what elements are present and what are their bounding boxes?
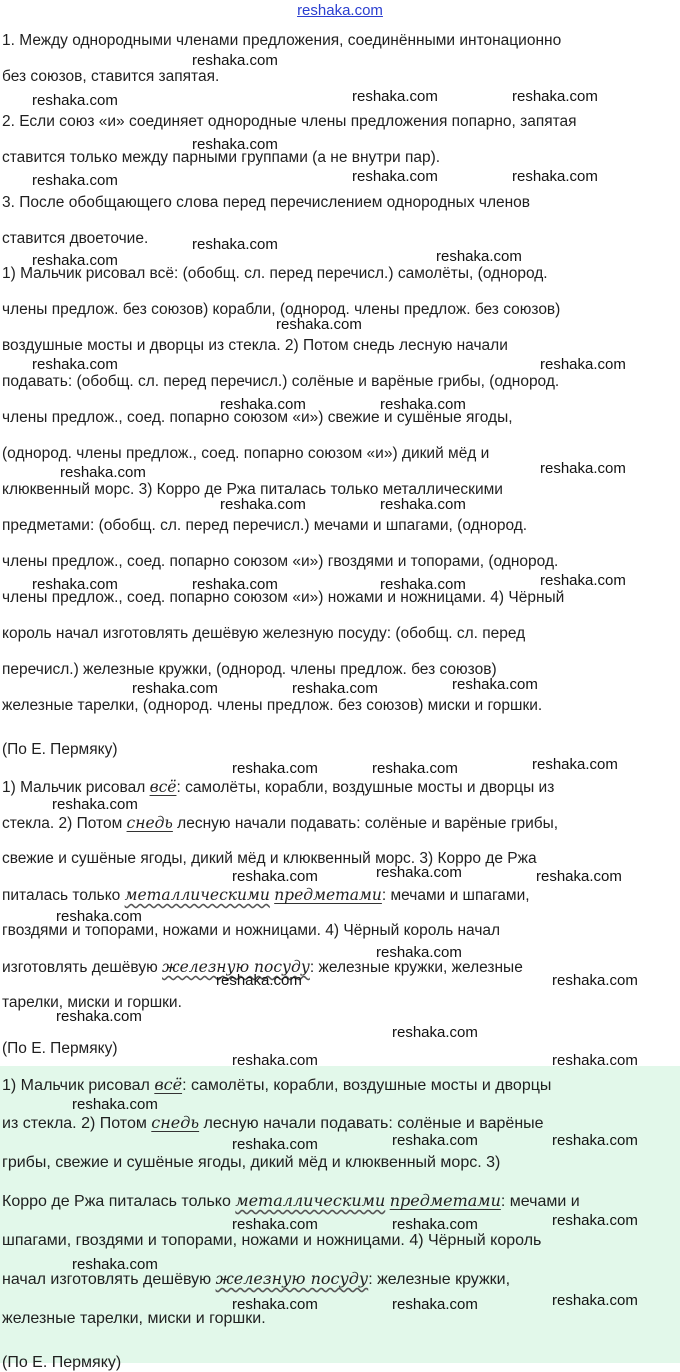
- watermark: reshaka.com: [436, 248, 522, 265]
- watermark: reshaka.com: [192, 136, 278, 153]
- analysis-line: клюквенный морс. 3) Корро де Ржа питалась только металлическими: [2, 481, 503, 498]
- text3-line: грибы, свежие и сушёные ягоды, дикий мёд и клюквенный морс. 3): [2, 1154, 501, 1171]
- watermark: reshaka.com: [392, 1296, 478, 1313]
- watermark: reshaka.com: [32, 356, 118, 373]
- author-attribution: (По Е. Пермяку): [2, 1040, 118, 1057]
- rule-3-line-1: 3. После обобщающего слова перед перечислением однородных членов: [2, 194, 531, 211]
- watermark: reshaka.com: [552, 1052, 638, 1069]
- analysis-line: члены предлож., соед. попарно союзом «и») гвоздями и топорами, (однород.: [2, 553, 559, 570]
- watermark: reshaka.com: [192, 576, 278, 593]
- text2-line: стекла. 2) Потом снедь лесную начали подавать: солёные и варёные грибы,: [2, 814, 559, 832]
- analysis-line: подавать: (обобщ. сл. перед перечисл.) солёные и варёные грибы, (однород.: [2, 373, 560, 390]
- watermark: reshaka.com: [56, 1008, 142, 1025]
- text2-line: изготовлять дешёвую железную посуду: железные кружки, железные: [2, 958, 523, 976]
- author-attribution: (По Е. Пермяку): [2, 741, 118, 758]
- watermark: reshaka.com: [380, 396, 466, 413]
- author-attribution: (По Е. Пермяку): [2, 1354, 122, 1371]
- watermark: reshaka.com: [540, 460, 626, 477]
- analysis-line: предметами: (обобщ. сл. перед перечисл.) мечами и шпагами, (однород.: [2, 517, 528, 534]
- watermark: reshaka.com: [32, 252, 118, 269]
- watermark: reshaka.com: [216, 972, 302, 989]
- generalizing-word: снедь: [126, 814, 173, 832]
- analysis-line: железные тарелки, (однород. члены предлож. без союзов) миски и горшки.: [2, 697, 543, 714]
- text3-line: начал изготовлять дешёвую железную посуду: железные кружки,: [2, 1269, 511, 1288]
- analysis-line: (однород. члены предлож., соед. попарно союзом «и») дикий мёд и: [2, 445, 490, 462]
- watermark: reshaka.com: [552, 972, 638, 989]
- watermark: reshaka.com: [292, 680, 378, 697]
- watermark: reshaka.com: [512, 88, 598, 105]
- text2-line: тарелки, миски и горшки.: [2, 994, 182, 1011]
- watermark: reshaka.com: [376, 944, 462, 961]
- rule-1-line-2: без союзов, ставится запятая.: [2, 68, 220, 85]
- text2-line: свежие и сушёные ягоды, дикий мёд и клюквенный морс. 3) Корро де Ржа: [2, 850, 537, 867]
- site-link[interactable]: reshaka.com: [297, 2, 383, 19]
- watermark: reshaka.com: [232, 1136, 318, 1153]
- analysis-line: перечисл.) железные кружки, (однород. члены предлож. без союзов): [2, 661, 497, 678]
- analysis-line: воздушные мосты и дворцы из стекла. 2) Потом снедь лесную начали: [2, 337, 508, 354]
- text3-line: 1) Мальчик рисовал всё: самолёты, корабли, воздушные мосты и дворцы: [2, 1075, 552, 1094]
- watermark: reshaka.com: [232, 1296, 318, 1313]
- generalizing-phrase: железную посуду: [215, 1269, 369, 1288]
- watermark: reshaka.com: [56, 908, 142, 925]
- watermark: reshaka.com: [452, 676, 538, 693]
- generalizing-word: снедь: [151, 1113, 200, 1132]
- text2-line: питалась только металлическими предметами: мечами и шпагами,: [2, 886, 530, 904]
- watermark: reshaka.com: [380, 576, 466, 593]
- text3-line: железные тарелки, миски и горшки.: [2, 1310, 266, 1327]
- watermark: reshaka.com: [232, 1052, 318, 1069]
- watermark: reshaka.com: [220, 396, 306, 413]
- generalizing-word: предметами: [274, 886, 382, 904]
- watermark: reshaka.com: [552, 1212, 638, 1229]
- generalizing-word: всё: [154, 1075, 183, 1094]
- watermark: reshaka.com: [72, 1096, 158, 1113]
- analysis-line: члены предлож., соед. попарно союзом «и») свежие и сушёные ягоды,: [2, 409, 513, 426]
- watermark: reshaka.com: [60, 464, 146, 481]
- watermark: reshaka.com: [192, 236, 278, 253]
- text2-line: гвоздями и топорами, ножами и ножницами. 4) Чёрный король начал: [2, 922, 501, 939]
- generalizing-word: всё: [149, 778, 177, 796]
- watermark: reshaka.com: [540, 572, 626, 589]
- rule-3-line-2: ставится двоеточие.: [2, 230, 149, 247]
- watermark: reshaka.com: [352, 168, 438, 185]
- watermark: reshaka.com: [392, 1216, 478, 1233]
- watermark: reshaka.com: [512, 168, 598, 185]
- rule-2-line-1: 2. Если союз «и» соединяет однородные члены предложения попарно, запятая: [2, 113, 577, 130]
- text3-line: Корро де Ржа питалась только металлическими предметами: мечами и: [2, 1191, 580, 1210]
- rule-2-line-2: ставится только между парными группами (а не внутри пар).: [2, 149, 441, 166]
- watermark: reshaka.com: [132, 680, 218, 697]
- watermark: reshaka.com: [232, 868, 318, 885]
- watermark: reshaka.com: [52, 796, 138, 813]
- watermark: reshaka.com: [540, 356, 626, 373]
- watermark: reshaka.com: [32, 92, 118, 109]
- watermark: reshaka.com: [32, 576, 118, 593]
- watermark: reshaka.com: [72, 1256, 158, 1273]
- watermark: reshaka.com: [532, 756, 618, 773]
- text2-line: 1) Мальчик рисовал всё: самолёты, корабли, воздушные мосты и дворцы из: [2, 778, 555, 796]
- watermark: reshaka.com: [376, 864, 462, 881]
- watermark: reshaka.com: [352, 88, 438, 105]
- watermark: reshaka.com: [192, 52, 278, 69]
- watermark: reshaka.com: [380, 496, 466, 513]
- watermark: reshaka.com: [276, 316, 362, 333]
- definition-word: металлическими: [235, 1191, 386, 1210]
- watermark: reshaka.com: [232, 1216, 318, 1233]
- watermark: reshaka.com: [392, 1024, 478, 1041]
- watermark: reshaka.com: [536, 868, 622, 885]
- generalizing-phrase: железную посуду: [162, 958, 310, 976]
- watermark: reshaka.com: [232, 760, 318, 777]
- text3-line: шпагами, гвоздями и топорами, ножами и ножницами. 4) Чёрный король: [2, 1232, 542, 1249]
- definition-word: металлическими: [124, 886, 270, 904]
- watermark: reshaka.com: [392, 1132, 478, 1149]
- watermark: reshaka.com: [372, 760, 458, 777]
- watermark: reshaka.com: [32, 172, 118, 189]
- watermark: reshaka.com: [552, 1292, 638, 1309]
- analysis-line: король начал изготовлять дешёвую железную посуду: (обобщ. сл. перед: [2, 625, 526, 642]
- watermark: reshaka.com: [220, 496, 306, 513]
- text3-line: из стекла. 2) Потом снедь лесную начали подавать: солёные и варёные: [2, 1113, 544, 1132]
- analysis-line: 1) Мальчик рисовал всё: (обобщ. сл. перед перечисл.) самолёты, (однород.: [2, 265, 548, 282]
- generalizing-word: предметами: [389, 1191, 501, 1210]
- analysis-line: члены предлож., соед. попарно союзом «и») ножами и ножницами. 4) Чёрный: [2, 589, 565, 606]
- analysis-line: члены предлож. без союзов) корабли, (однород. члены предлож. без союзов): [2, 301, 561, 318]
- rule-1-line-1: 1. Между однородными членами предложения, соединёнными интонационно: [2, 32, 562, 49]
- watermark: reshaka.com: [552, 1132, 638, 1149]
